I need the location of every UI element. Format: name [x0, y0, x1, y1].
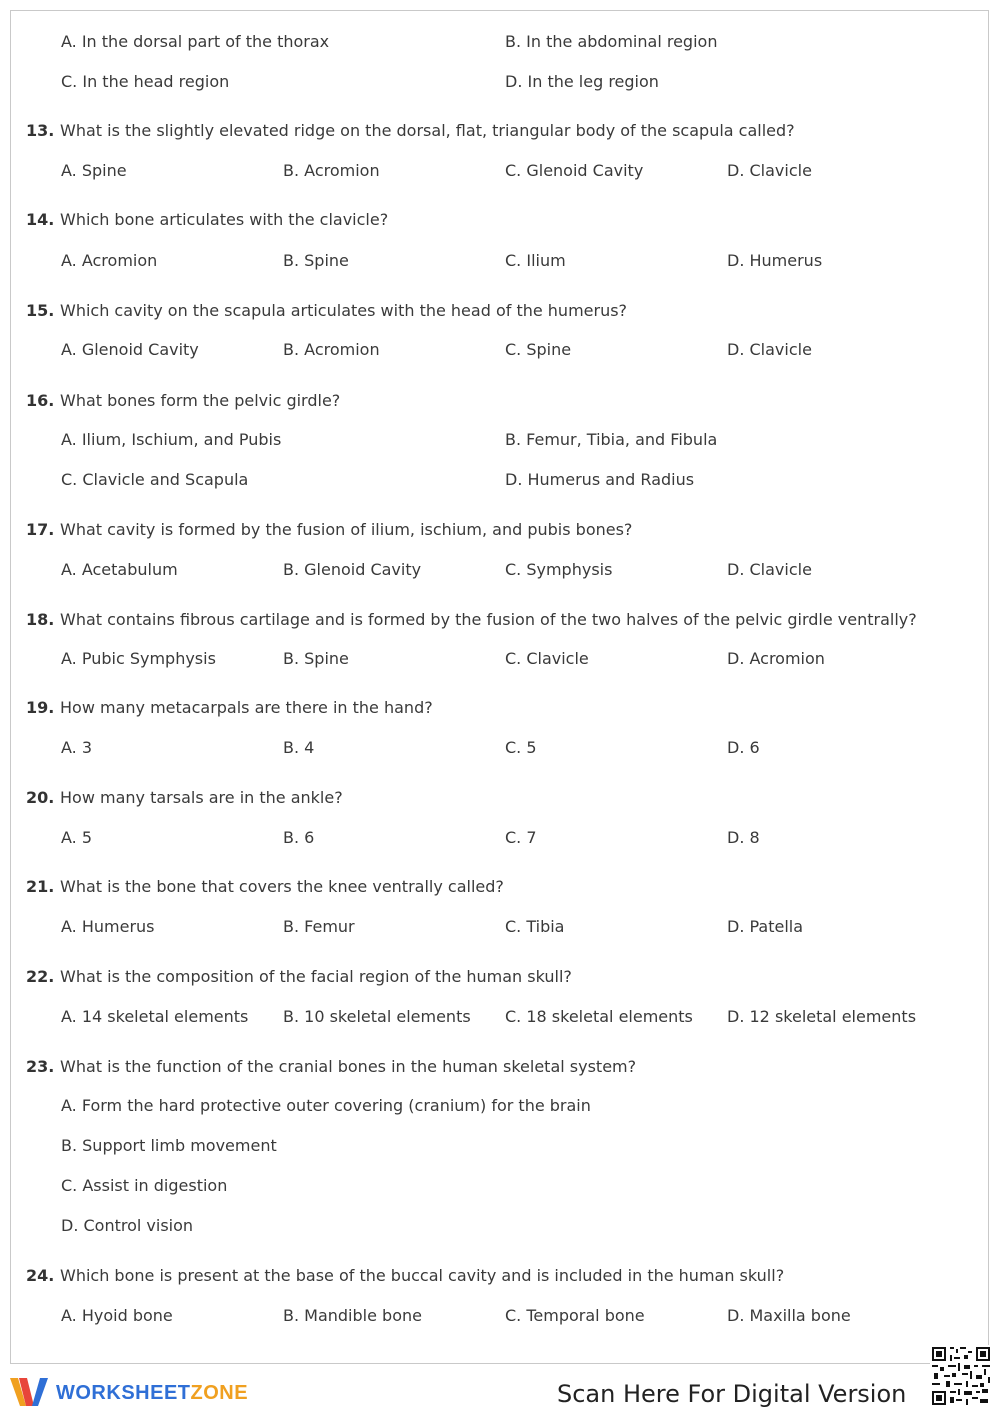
- logo-text: [56, 1382, 248, 1405]
- question-number: 21.: [26, 877, 55, 896]
- option-14-a[interactable]: A. Acromion: [61, 251, 158, 270]
- question-text: Which bone articulates with the clavicle?: [60, 210, 389, 229]
- option-16-c[interactable]: C. Clavicle and Scapula: [61, 470, 249, 489]
- question-16: [26, 391, 340, 411]
- option-24-b[interactable]: B. Mandible bone: [283, 1306, 422, 1325]
- question-number: 24.: [26, 1266, 55, 1285]
- option-18-a[interactable]: A. Pubic Symphysis: [61, 649, 216, 668]
- question-23: [26, 1057, 636, 1077]
- option-20-b[interactable]: B. 6: [283, 828, 315, 847]
- option-14-d[interactable]: D. Humerus: [727, 251, 823, 270]
- option-13-b[interactable]: B. Acromion: [283, 161, 380, 180]
- option-12-d[interactable]: D. In the leg region: [505, 72, 659, 91]
- option-12-a[interactable]: A. In the dorsal part of the thorax: [61, 32, 330, 51]
- question-15: [26, 301, 627, 321]
- option-13-d[interactable]: D. Clavicle: [727, 161, 812, 180]
- question-number: 13.: [26, 121, 55, 140]
- logo-text-zone: ZONE: [190, 1381, 249, 1404]
- option-15-d[interactable]: D. Clavicle: [727, 340, 812, 359]
- option-13-a[interactable]: A. Spine: [61, 161, 127, 180]
- option-16-b[interactable]: B. Femur, Tibia, and Fibula: [505, 430, 718, 449]
- question-number: 22.: [26, 967, 55, 986]
- option-19-c[interactable]: C. 5: [505, 738, 537, 757]
- question-text: What is the bone that covers the knee ventrally called?: [60, 877, 504, 896]
- question-number: 15.: [26, 301, 55, 320]
- option-14-c[interactable]: C. Ilium: [505, 251, 566, 270]
- option-23-c[interactable]: C. Assist in digestion: [61, 1176, 228, 1195]
- question-text: What is the function of the cranial bones in the human skeletal system?: [60, 1057, 637, 1076]
- question-number: 16.: [26, 391, 55, 410]
- option-19-a[interactable]: A. 3: [61, 738, 93, 757]
- option-24-d[interactable]: D. Maxilla bone: [727, 1306, 851, 1325]
- option-15-c[interactable]: C. Spine: [505, 340, 572, 359]
- question-22: [26, 967, 572, 987]
- qr-code-icon[interactable]: [930, 1345, 992, 1407]
- option-18-b[interactable]: B. Spine: [283, 649, 349, 668]
- option-23-d[interactable]: D. Control vision: [61, 1216, 194, 1235]
- option-22-c[interactable]: C. 18 skeletal elements: [505, 1007, 693, 1026]
- scan-instruction: Scan Here For Digital Version: [557, 1380, 907, 1408]
- question-text: What cavity is formed by the fusion of ilium, ischium, and pubis bones?: [60, 520, 633, 539]
- question-text: What contains fibrous cartilage and is formed by the fusion of the two halves of the pelvic girdle ventrally?: [60, 610, 917, 629]
- option-15-b[interactable]: B. Acromion: [283, 340, 380, 359]
- question-24: [26, 1266, 784, 1286]
- option-21-a[interactable]: A. Humerus: [61, 917, 155, 936]
- worksheetzone-logo[interactable]: [10, 1376, 248, 1410]
- logo-text-worksheet: WORKSHEET: [56, 1381, 191, 1404]
- option-23-a[interactable]: A. Form the hard protective outer covering (cranium) for the brain: [61, 1096, 591, 1115]
- question-text: Which bone is present at the base of the buccal cavity and is included in the human skull?: [60, 1266, 785, 1285]
- option-22-a[interactable]: A. 14 skeletal elements: [61, 1007, 249, 1026]
- option-21-c[interactable]: C. Tibia: [505, 917, 565, 936]
- question-text: Which cavity on the scapula articulates with the head of the humerus?: [60, 301, 628, 320]
- option-15-a[interactable]: A. Glenoid Cavity: [61, 340, 199, 359]
- option-12-b[interactable]: B. In the abdominal region: [505, 32, 718, 51]
- question-17: [26, 520, 632, 540]
- option-16-d[interactable]: D. Humerus and Radius: [505, 470, 695, 489]
- question-19: [26, 698, 433, 718]
- question-text: How many tarsals are in the ankle?: [60, 788, 343, 807]
- option-21-d[interactable]: D. Patella: [727, 917, 804, 936]
- question-number: 14.: [26, 210, 55, 229]
- option-17-d[interactable]: D. Clavicle: [727, 560, 812, 579]
- w-logo-icon: [10, 1376, 50, 1410]
- question-13: [26, 121, 795, 141]
- option-17-b[interactable]: B. Glenoid Cavity: [283, 560, 422, 579]
- question-20: [26, 788, 343, 808]
- question-number: 17.: [26, 520, 55, 539]
- option-19-d[interactable]: D. 6: [727, 738, 760, 757]
- option-17-a[interactable]: A. Acetabulum: [61, 560, 178, 579]
- option-21-b[interactable]: B. Femur: [283, 917, 355, 936]
- question-number: 19.: [26, 698, 55, 717]
- option-18-d[interactable]: D. Acromion: [727, 649, 825, 668]
- option-23-b[interactable]: B. Support limb movement: [61, 1136, 277, 1155]
- question-number: 23.: [26, 1057, 55, 1076]
- option-14-b[interactable]: B. Spine: [283, 251, 349, 270]
- question-18: [26, 610, 917, 630]
- question-number: 18.: [26, 610, 55, 629]
- option-16-a[interactable]: A. Ilium, Ischium, and Pubis: [61, 430, 282, 449]
- option-20-d[interactable]: D. 8: [727, 828, 760, 847]
- question-14: [26, 210, 388, 230]
- option-13-c[interactable]: C. Glenoid Cavity: [505, 161, 644, 180]
- question-text: What bones form the pelvic girdle?: [60, 391, 341, 410]
- option-12-c[interactable]: C. In the head region: [61, 72, 230, 91]
- option-24-c[interactable]: C. Temporal bone: [505, 1306, 645, 1325]
- option-19-b[interactable]: B. 4: [283, 738, 315, 757]
- option-22-d[interactable]: D. 12 skeletal elements: [727, 1007, 917, 1026]
- question-text: How many metacarpals are there in the hand?: [60, 698, 433, 717]
- option-22-b[interactable]: B. 10 skeletal elements: [283, 1007, 471, 1026]
- option-18-c[interactable]: C. Clavicle: [505, 649, 589, 668]
- option-20-c[interactable]: C. 7: [505, 828, 537, 847]
- question-21: [26, 877, 504, 897]
- option-17-c[interactable]: C. Symphysis: [505, 560, 613, 579]
- option-20-a[interactable]: A. 5: [61, 828, 93, 847]
- question-number: 20.: [26, 788, 55, 807]
- question-text: What is the slightly elevated ridge on the dorsal, flat, triangular body of the scapula called?: [60, 121, 795, 140]
- option-24-a[interactable]: A. Hyoid bone: [61, 1306, 173, 1325]
- question-text: What is the composition of the facial region of the human skull?: [60, 967, 572, 986]
